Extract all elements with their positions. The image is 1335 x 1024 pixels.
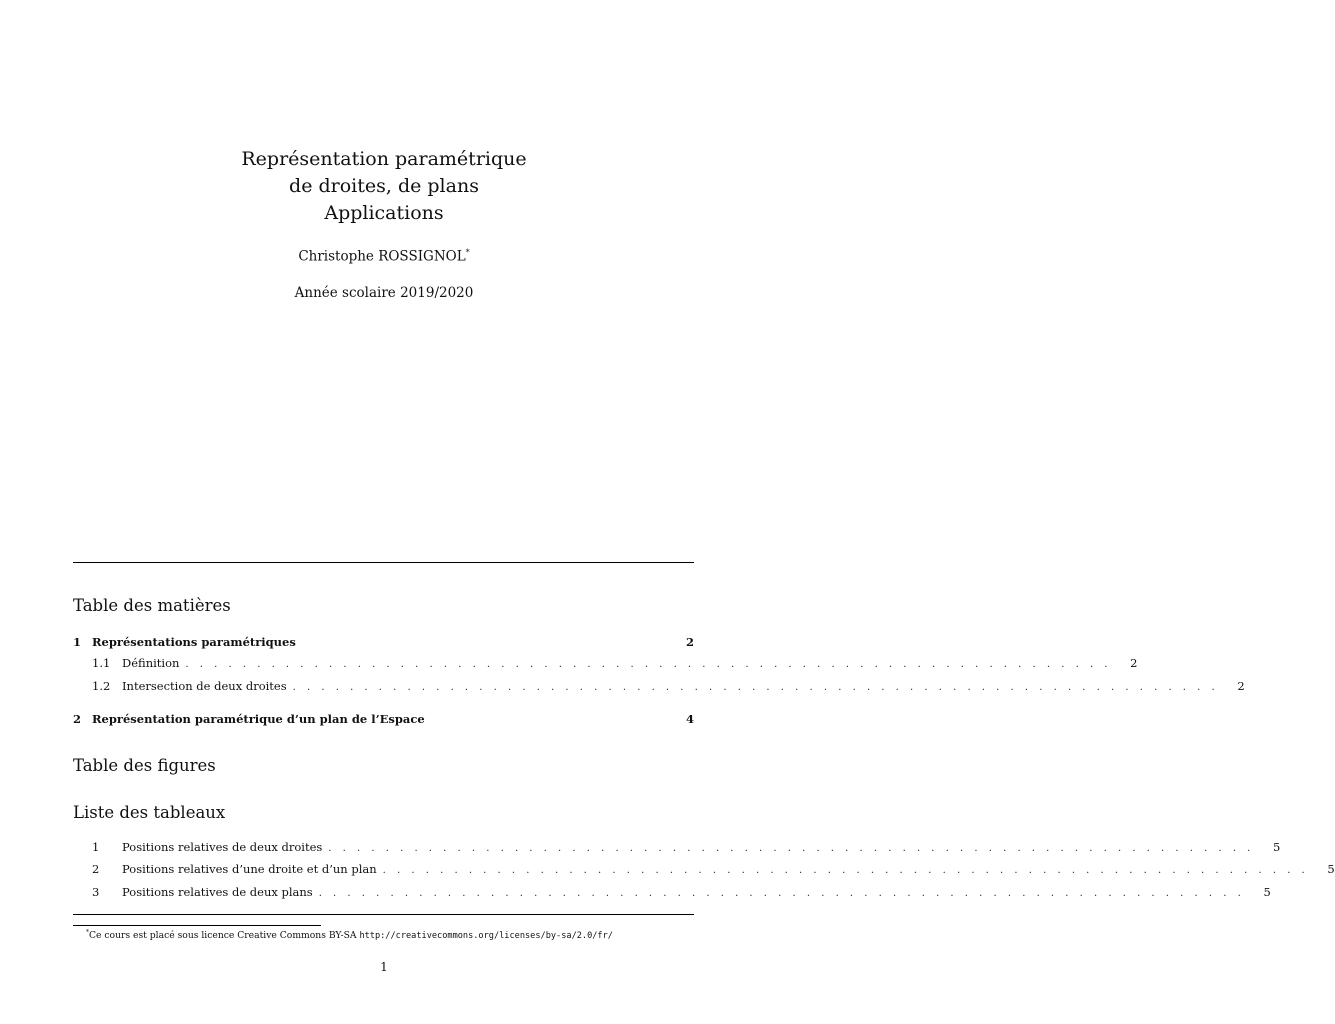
table-entry-2[interactable] — [73, 862, 1335, 878]
title-line-1: Représentation paramétrique — [241, 148, 527, 170]
toc-entry-1[interactable] — [73, 635, 694, 651]
table-entry-page: 5 — [1263, 885, 1271, 899]
leader-dots: . . . . . . . . . . . . . . . . . . . . . . . . . . . . . . . . . . . . . . . . . . . . . . . . . . . . . . . . . . . . . . . . . — [185, 659, 1112, 670]
toc-entry-number: 2 — [73, 712, 82, 726]
leader-dots: . . . . . . . . . . . . . . . . . . . . . . . . . . . . . . . . . . . . . . . . . . . . . . . . . . . . . . . . . . . . . . . . . — [382, 865, 1309, 876]
table-entry-label: Positions relatives de deux plans — [122, 885, 313, 899]
toc-entry-label: Définition — [122, 656, 180, 670]
leader-dots: . . . . . . . . . . . . . . . . . . . . . . . . . . . . . . . . . . . . . . . . . . . . . . . . . . . . . . . . . . . . . . . . . — [328, 843, 1255, 854]
school-year: Année scolaire 2019/2020 — [294, 285, 474, 301]
toc-entry-1-1[interactable] — [73, 656, 1138, 672]
tables-heading: Liste des tableaux — [73, 803, 226, 822]
table-entry-page: 5 — [1327, 862, 1335, 876]
table-entry-1[interactable] — [73, 840, 1281, 856]
table-entry-page: 5 — [1273, 840, 1281, 854]
separator-rule-bottom — [73, 914, 694, 915]
footnote-mark: * — [86, 929, 89, 936]
toc-entry-label: Représentations paramétriques — [92, 635, 296, 649]
table-entry-3[interactable] — [73, 885, 1271, 901]
figures-heading: Table des figures — [73, 756, 216, 775]
toc-entry-1-2[interactable] — [73, 679, 1245, 695]
separator-rule — [73, 562, 694, 563]
toc-heading: Table des matières — [73, 596, 231, 615]
toc-entry-number: 1 — [73, 635, 82, 649]
toc-entry-page: 2 — [685, 635, 694, 649]
footnote-rule — [73, 925, 321, 926]
author — [0, 248, 768, 265]
page-number: 1 — [380, 960, 388, 974]
leader-dots: . . . . . . . . . . . . . . . . . . . . . . . . . . . . . . . . . . . . . . . . . . . . . . . . . . . . . . . . . . . . . . . . . — [318, 888, 1245, 899]
table-entry-number: 1 — [92, 840, 100, 854]
toc-entry-page: 2 — [1130, 656, 1138, 670]
author-name: Christophe ROSSIGNOL — [298, 248, 466, 265]
table-entry-number: 2 — [92, 862, 100, 876]
leader-dots: . . . . . . . . . . . . . . . . . . . . . . . . . . . . . . . . . . . . . . . . . . . . . . . . . . . . . . . . . . . . . . . . . — [292, 682, 1219, 693]
toc-entry-number: 1.1 — [92, 656, 111, 670]
document-title — [0, 146, 768, 227]
toc-entry-page: 2 — [1237, 679, 1245, 693]
table-entry-label: Positions relatives de deux droites — [122, 840, 323, 854]
author-footnote-mark: * — [465, 248, 470, 257]
toc-entry-2[interactable] — [73, 712, 694, 728]
table-entry-label: Positions relatives d’une droite et d’un plan — [122, 862, 377, 876]
footnote-text: Ce cours est placé sous licence Creative Commons BY-SA — [89, 930, 360, 942]
title-line-3: Applications — [324, 202, 444, 224]
license-link[interactable]: http://creativecommons.org/licenses/by-sa/2.0/fr/ — [359, 931, 613, 942]
toc-entry-number: 1.2 — [92, 679, 111, 693]
table-entry-number: 3 — [92, 885, 100, 899]
footnote — [86, 929, 613, 941]
toc-entry-label: Représentation paramétrique d’un plan de l’Espace — [92, 712, 425, 726]
title-line-2: de droites, de plans — [289, 175, 479, 197]
toc-entry-label: Intersection de deux droites — [122, 679, 287, 693]
toc-entry-page: 4 — [685, 712, 694, 726]
